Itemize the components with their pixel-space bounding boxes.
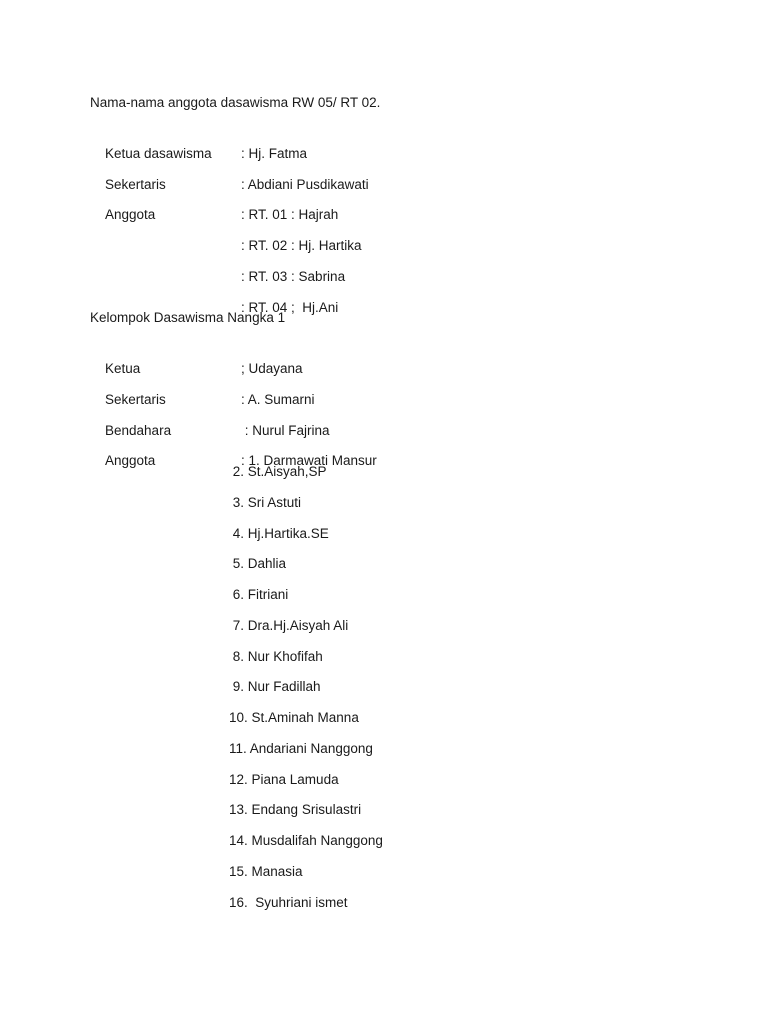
row-label: Anggota	[105, 207, 156, 222]
row-value: : Abdiani Pusdikawati	[241, 177, 369, 192]
list-item: 7. Dra.Hj.Aisyah Ali	[229, 618, 349, 633]
list-item: 11. Andariani Nanggong	[229, 741, 373, 756]
list-item: 2. St.Aisyah,SP	[229, 464, 327, 479]
list-item: 4. Hj.Hartika.SE	[229, 526, 329, 541]
rw-row	[90, 247, 346, 284]
row-value: : A. Sumarni	[241, 392, 315, 407]
list-item: 8. Nur Khofifah	[229, 649, 323, 664]
rw-row	[90, 216, 362, 253]
list-item: 15. Manasia	[229, 864, 303, 879]
row-label: Ketua	[105, 361, 141, 376]
row-value: : RT. 01 : Hajrah	[241, 207, 339, 222]
list-item: 5. Dahlia	[229, 556, 287, 571]
list-item: 14. Musdalifah Nanggong	[229, 833, 383, 848]
list-item: 6. Fitriani	[229, 587, 289, 602]
group-title: Kelompok Dasawisma Nangka 1	[90, 310, 286, 325]
group-row	[90, 339, 303, 376]
row-value: : Hj. Fatma	[241, 146, 308, 161]
row-value: : Nurul Fajrina	[241, 423, 330, 438]
row-value: : RT. 04 ; Hj.Ani	[241, 300, 339, 315]
list-item: 12. Piana Lamuda	[229, 772, 339, 787]
group-row	[90, 370, 315, 407]
row-label: Bendahara	[105, 423, 172, 438]
rw-row	[90, 185, 339, 222]
row-label: Sekertaris	[105, 392, 166, 407]
row-value: ; Udayana	[241, 361, 303, 376]
group-row	[90, 401, 330, 438]
row-label: Sekertaris	[105, 177, 166, 192]
rw-row	[90, 278, 339, 315]
rw-row	[90, 155, 369, 192]
row-label: Ketua dasawisma	[105, 146, 212, 161]
row-label: Anggota	[105, 453, 156, 468]
list-item: 10. St.Aminah Manna	[229, 710, 359, 725]
row-value: : RT. 02 : Hj. Hartika	[241, 238, 362, 253]
document-heading: Nama-nama anggota dasawisma RW 05/ RT 02.	[90, 95, 381, 110]
list-item: 3. Sri Astuti	[229, 495, 302, 510]
rw-row	[90, 124, 308, 161]
list-item: 16. Syuhriani ismet	[229, 895, 348, 910]
list-item: 13. Endang Srisulastri	[229, 802, 362, 817]
list-item: 9. Nur Fadillah	[229, 679, 321, 694]
row-value: : RT. 03 : Sabrina	[241, 269, 346, 284]
group-row	[90, 431, 377, 468]
row-value: : 1. Darmawati Mansur	[241, 453, 377, 468]
